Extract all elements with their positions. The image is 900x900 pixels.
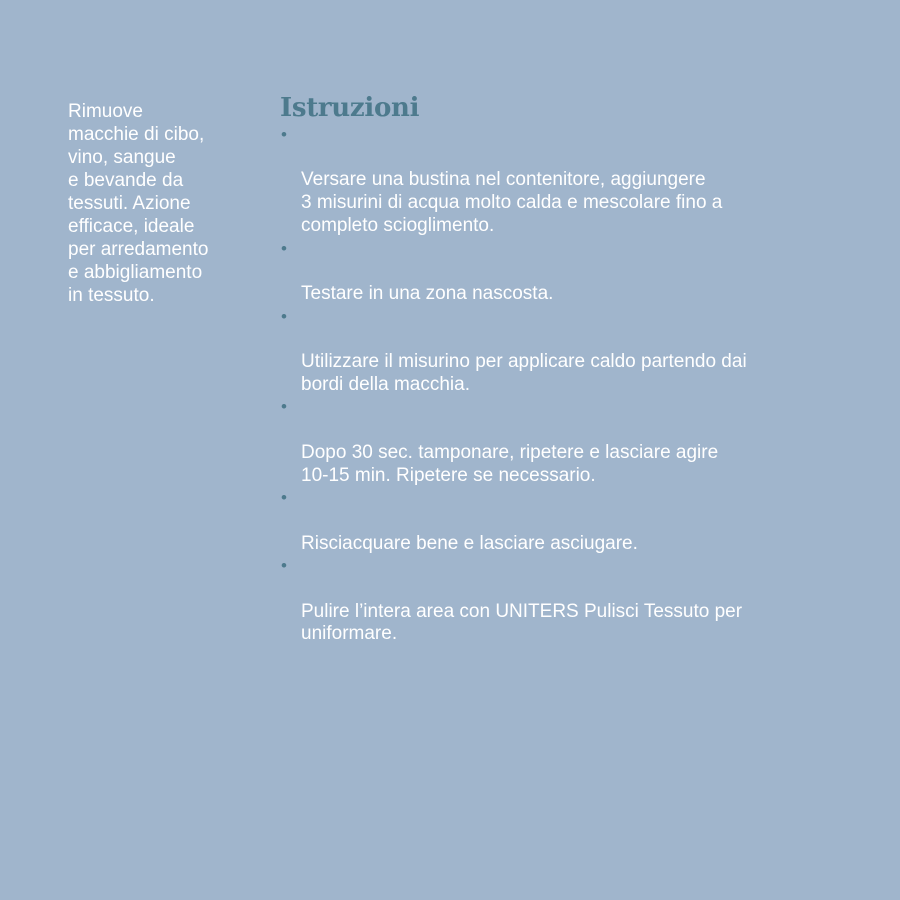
product-description: Rimuove macchie di cibo, vino, sangue e bevande da tessuti. Azione efficace, ideale per arredamento e abbigliamento in tessuto. [68,101,209,306]
instruction-step-text: Pulire l’intera area con UNITERS Pulisci Tessuto per uniformare. [301,600,743,645]
instructions-heading: Istruzioni [280,93,420,123]
bullet-icon: • [281,397,287,417]
instruction-step-text: Versare una bustina nel contenitore, aggiungere 3 misurini di acqua molto calda e mescolare fino a completo scioglimento. [301,169,723,236]
instruction-step-5 [280,487,870,555]
bullet-icon: • [281,238,287,258]
instruction-step-6 [280,555,870,646]
instruction-step-2 [280,238,870,306]
instruction-step-3 [280,306,870,397]
instruction-step-text: Dopo 30 sec. tamponare, ripetere e lasciare agire 10-15 min. Ripetere se necessario. [301,441,719,486]
instructions-section [280,92,870,646]
instruction-step-text: Utilizzare il misurino per applicare caldo partendo dai bordi della macchia. [301,351,747,395]
bullet-icon: • [281,306,287,326]
instruction-step-1 [280,124,870,238]
bullet-icon: • [281,556,287,576]
bullet-icon: • [281,488,287,508]
instructions-list [280,124,870,646]
instruction-step-text: Testare in una zona nascosta. [301,282,554,304]
bullet-icon: • [281,125,287,144]
instruction-step-4 [280,396,870,487]
instruction-step-text: Risciacquare bene e lasciare asciugare. [301,532,638,554]
